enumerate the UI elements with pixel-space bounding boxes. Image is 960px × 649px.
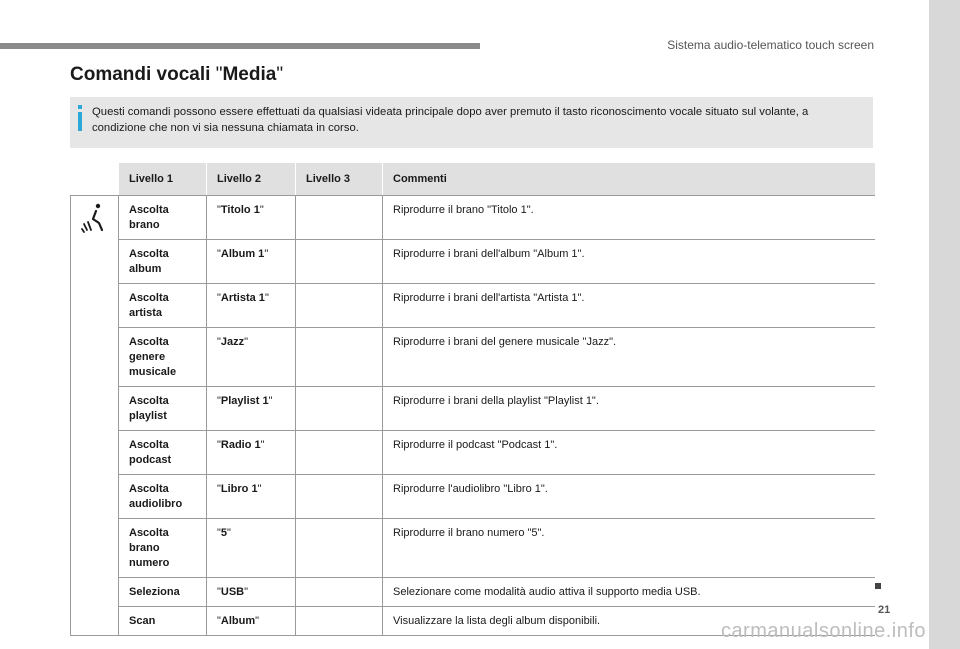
title-main: Comandi vocali xyxy=(70,64,216,85)
cell-level-3 xyxy=(296,475,383,519)
cell-level-2: "USB" xyxy=(207,578,296,607)
command-keyword: Radio 1 xyxy=(220,439,261,451)
cell-level-3 xyxy=(296,240,383,284)
section-title: Sistema audio-telematico touch screen xyxy=(667,38,874,52)
cell-comment: Riprodurre i brani della playlist "Playlist 1". xyxy=(383,387,875,431)
cell-level-2: "Jazz" xyxy=(207,328,296,387)
info-text: Questi comandi possono essere effettuati da qualsiasi videata principale dopo aver premuto il tasto riconoscimento vocale situato sul volante, a condizione che non vi sia nessuna chiamata in corso. xyxy=(92,106,809,134)
cell-comment: Riprodurre l'audiolibro "Libro 1". xyxy=(383,475,875,519)
title-quote-close: " xyxy=(276,64,284,85)
cell-level-3 xyxy=(296,578,383,607)
table-row xyxy=(71,475,875,519)
cell-level-2: "5" xyxy=(207,519,296,578)
command-keyword: Album xyxy=(220,615,256,627)
cell-level-1: Ascolta podcast xyxy=(119,431,207,475)
cell-comment: Riprodurre i brani dell'album "Album 1". xyxy=(383,240,875,284)
cell-level-3 xyxy=(296,431,383,475)
watermark: carmanualsonline.info xyxy=(720,620,926,642)
cell-level-3 xyxy=(296,284,383,328)
cell-level-2: "Radio 1" xyxy=(207,431,296,475)
cell-level-1: Ascolta artista xyxy=(119,284,207,328)
cell-level-1: Ascolta genere musicale xyxy=(119,328,207,387)
cell-level-3 xyxy=(296,519,383,578)
cell-level-2: "Playlist 1" xyxy=(207,387,296,431)
voice-command-icon-cell xyxy=(71,196,119,636)
command-keyword: Libro 1 xyxy=(220,483,258,495)
cell-level-2: "Album 1" xyxy=(207,240,296,284)
cell-level-3 xyxy=(296,328,383,387)
command-keyword: Artista 1 xyxy=(220,292,265,304)
cell-level-2: "Album" xyxy=(207,607,296,636)
cell-level-2: "Libro 1" xyxy=(207,475,296,519)
table-row xyxy=(71,240,875,284)
cell-level-1: Ascolta playlist xyxy=(119,387,207,431)
cell-comment: Riprodurre i brani del genere musicale "Jazz". xyxy=(383,328,875,387)
cell-level-1: Seleziona xyxy=(119,578,207,607)
table-row xyxy=(71,387,875,431)
header-level-1: Livello 1 xyxy=(119,163,207,196)
cell-level-1: Ascolta brano numero xyxy=(119,519,207,578)
cell-level-3 xyxy=(296,607,383,636)
command-keyword: Playlist 1 xyxy=(220,395,269,407)
info-box xyxy=(70,97,873,148)
cell-comment: Selezionare come modalità audio attiva il supporto media USB. xyxy=(383,578,875,607)
voice-commands-table xyxy=(70,163,875,636)
header-bar xyxy=(0,43,480,49)
table-row xyxy=(71,196,875,240)
cell-level-3 xyxy=(296,196,383,240)
command-keyword: USB xyxy=(220,586,245,598)
info-icon xyxy=(75,105,85,131)
title-media: Media xyxy=(222,64,277,85)
command-keyword: 5 xyxy=(220,527,228,539)
table-row xyxy=(71,328,875,387)
page-edge-strip xyxy=(929,0,960,649)
header-blank xyxy=(71,163,119,196)
header-level-3: Livello 3 xyxy=(296,163,383,196)
page-number: 21 xyxy=(878,604,891,616)
table-row xyxy=(71,519,875,578)
page-title xyxy=(70,64,283,86)
cell-level-1: Scan xyxy=(119,607,207,636)
cell-level-2: "Artista 1" xyxy=(207,284,296,328)
cell-comment: Visualizzare la lista degli album disponibili. xyxy=(383,607,875,636)
cell-level-3 xyxy=(296,387,383,431)
page-marker xyxy=(875,583,881,589)
cell-level-2: "Titolo 1" xyxy=(207,196,296,240)
header-comments: Commenti xyxy=(383,163,875,196)
table-row xyxy=(71,431,875,475)
voice-command-icon xyxy=(80,202,110,236)
table-header-row xyxy=(71,163,875,196)
cell-level-1: Ascolta audiolibro xyxy=(119,475,207,519)
cell-comment: Riprodurre il podcast "Podcast 1". xyxy=(383,431,875,475)
table-row xyxy=(71,578,875,607)
command-keyword: Album 1 xyxy=(220,248,265,260)
command-keyword: Jazz xyxy=(220,336,245,348)
title-quote-open: " xyxy=(215,64,223,85)
cell-comment: Riprodurre il brano "Titolo 1". xyxy=(383,196,875,240)
table-row xyxy=(71,284,875,328)
cell-level-1: Ascolta brano xyxy=(119,196,207,240)
cell-level-1: Ascolta album xyxy=(119,240,207,284)
cell-comment: Riprodurre i brani dell'artista "Artista 1". xyxy=(383,284,875,328)
header-level-2: Livello 2 xyxy=(207,163,296,196)
command-keyword: Titolo 1 xyxy=(220,204,260,216)
cell-comment: Riprodurre il brano numero "5". xyxy=(383,519,875,578)
